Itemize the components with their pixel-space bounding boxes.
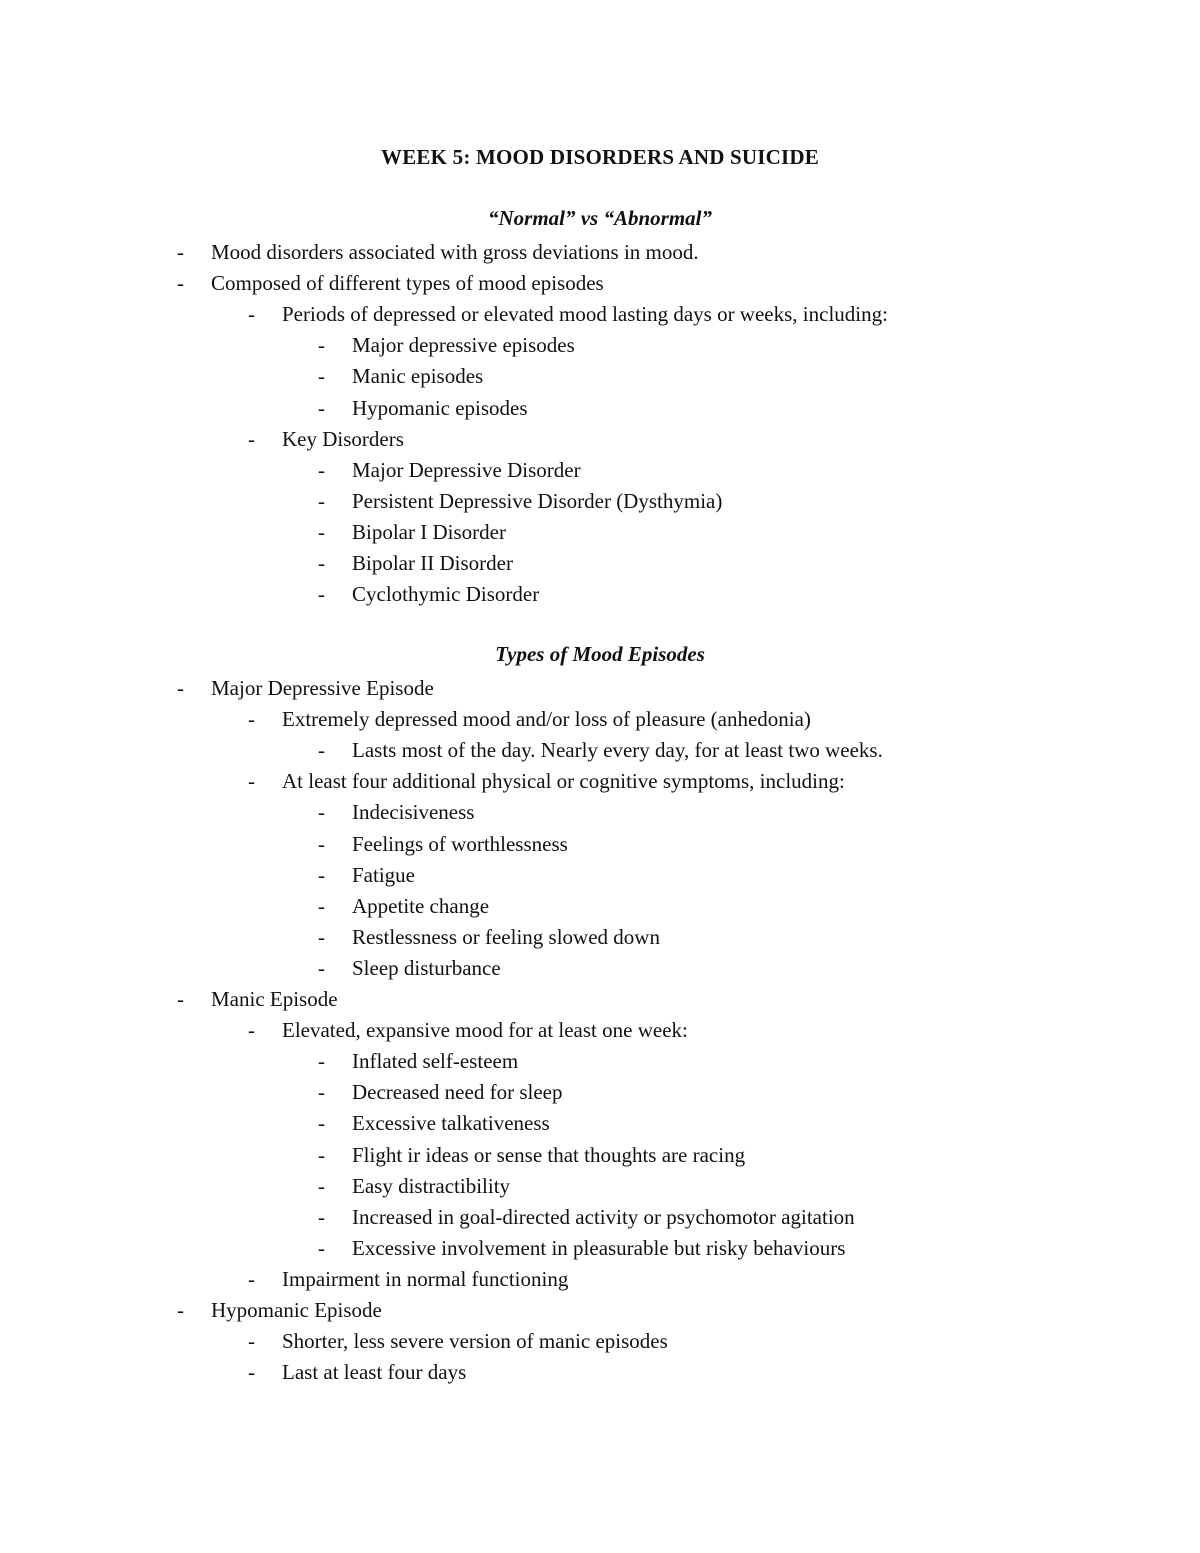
bullet-dash: - <box>318 520 325 544</box>
list-item-text: Major Depressive Disorder <box>352 458 581 482</box>
list-item-level-3 <box>0 735 1200 766</box>
list-item-text: Lasts most of the day. Nearly every day, for at least two weeks. <box>352 738 883 762</box>
list-item-level-3 <box>0 891 1200 922</box>
list-item-level-3 <box>0 455 1200 486</box>
bullet-dash: - <box>318 458 325 482</box>
list-item-text: Bipolar I Disorder <box>352 520 506 544</box>
list-item-text: Easy distractibility <box>352 1174 511 1198</box>
list-item-level-3 <box>0 1233 1200 1264</box>
list-item-text: Excessive involvement in pleasurable but risky behaviours <box>352 1236 846 1260</box>
bullet-dash: - <box>318 1236 325 1260</box>
bullet-dash: - <box>318 863 325 887</box>
list-item-level-2 <box>0 1357 1200 1388</box>
bullet-dash: - <box>318 1143 325 1167</box>
list-item-level-3 <box>0 1140 1200 1171</box>
list-item-text: Composed of different types of mood episodes <box>211 271 604 295</box>
list-item-text: Cyclothymic Disorder <box>352 582 540 606</box>
list-item-level-3 <box>0 579 1200 610</box>
bullet-dash: - <box>318 364 325 388</box>
bullet-dash: - <box>248 302 255 326</box>
list-item-text: Appetite change <box>352 894 490 918</box>
bullet-dash: - <box>318 489 325 513</box>
list-item-level-3 <box>0 361 1200 392</box>
bullet-dash: - <box>248 1329 255 1353</box>
list-item-text: Fatigue <box>352 863 415 887</box>
bullet-dash: - <box>318 1174 325 1198</box>
list-item-level-1 <box>0 1295 1200 1326</box>
list-item-text: Decreased need for sleep <box>352 1080 563 1104</box>
list-item-level-2 <box>0 1264 1200 1295</box>
list-item-text: Increased in goal-directed activity or psychomotor agitation <box>352 1205 855 1229</box>
bullet-dash: - <box>318 925 325 949</box>
bullet-dash: - <box>248 427 255 451</box>
document-title: WEEK 5: MOOD DISORDERS AND SUICIDE <box>381 145 819 169</box>
bullet-dash: - <box>177 271 184 295</box>
list-item-text: Elevated, expansive mood for at least one week: <box>282 1018 688 1042</box>
bullet-dash: - <box>248 1018 255 1042</box>
list-item-level-1 <box>0 673 1200 704</box>
bullet-dash: - <box>318 551 325 575</box>
list-item-text: Excessive talkativeness <box>352 1111 550 1135</box>
section-heading: “Normal” vs “Abnormal” <box>487 206 713 230</box>
bullet-dash: - <box>177 1298 184 1322</box>
list-item-level-2 <box>0 704 1200 735</box>
bullet-dash: - <box>248 707 255 731</box>
list-item-text: Bipolar II Disorder <box>352 551 513 575</box>
bullet-dash: - <box>318 956 325 980</box>
list-item-level-3 <box>0 1202 1200 1233</box>
list-item-level-3 <box>0 797 1200 828</box>
list-item-level-3 <box>0 829 1200 860</box>
list-item-level-3 <box>0 486 1200 517</box>
list-item-level-3 <box>0 393 1200 424</box>
list-item-text: Feelings of worthlessness <box>352 832 568 856</box>
list-item-text: Hypomanic Episode <box>211 1298 382 1322</box>
list-item-text: Key Disorders <box>282 427 404 451</box>
bullet-dash: - <box>248 769 255 793</box>
bullet-dash: - <box>248 1267 255 1291</box>
list-item-level-2 <box>0 1326 1200 1357</box>
list-item-text: Manic Episode <box>211 987 338 1011</box>
list-item-text: At least four additional physical or cognitive symptoms, including: <box>282 769 845 793</box>
list-item-level-1 <box>0 268 1200 299</box>
list-item-text: Impairment in normal functioning <box>282 1267 569 1291</box>
list-item-level-3 <box>0 330 1200 361</box>
list-item-level-3 <box>0 953 1200 984</box>
bullet-dash: - <box>318 1049 325 1073</box>
list-item-text: Mood disorders associated with gross deviations in mood. <box>211 240 699 264</box>
bullet-dash: - <box>248 1360 255 1384</box>
list-item-level-2 <box>0 766 1200 797</box>
list-item-level-2 <box>0 424 1200 455</box>
bullet-dash: - <box>177 987 184 1011</box>
section-heading: Types of Mood Episodes <box>495 642 705 666</box>
list-item-text: Periods of depressed or elevated mood lasting days or weeks, including: <box>282 302 888 326</box>
list-item-text: Hypomanic episodes <box>352 396 528 420</box>
list-item-text: Major Depressive Episode <box>211 676 434 700</box>
bullet-dash: - <box>318 800 325 824</box>
list-item-text: Major depressive episodes <box>352 333 575 357</box>
bullet-dash: - <box>318 738 325 762</box>
list-item-level-3 <box>0 548 1200 579</box>
list-item-level-3 <box>0 1171 1200 1202</box>
list-item-level-1 <box>0 237 1200 268</box>
bullet-dash: - <box>318 894 325 918</box>
bullet-dash: - <box>318 582 325 606</box>
list-item-text: Indecisiveness <box>352 800 475 824</box>
list-item-level-3 <box>0 860 1200 891</box>
list-item-level-3 <box>0 1108 1200 1139</box>
list-item-level-1 <box>0 984 1200 1015</box>
list-item-text: Persistent Depressive Disorder (Dysthymia) <box>352 489 723 513</box>
bullet-dash: - <box>318 396 325 420</box>
bullet-dash: - <box>318 1111 325 1135</box>
bullet-dash: - <box>177 676 184 700</box>
list-item-text: Flight ir ideas or sense that thoughts are racing <box>352 1143 746 1167</box>
list-item-level-3 <box>0 922 1200 953</box>
list-item-text: Manic episodes <box>352 364 484 388</box>
list-item-level-2 <box>0 299 1200 330</box>
list-item-text: Inflated self-esteem <box>352 1049 519 1073</box>
list-item-text: Shorter, less severe version of manic episodes <box>282 1329 668 1353</box>
list-item-level-3 <box>0 1046 1200 1077</box>
list-item-level-3 <box>0 517 1200 548</box>
bullet-dash: - <box>318 333 325 357</box>
list-item-level-2 <box>0 1015 1200 1046</box>
bullet-dash: - <box>318 1205 325 1229</box>
bullet-dash: - <box>177 240 184 264</box>
list-item-level-3 <box>0 1077 1200 1108</box>
bullet-dash: - <box>318 832 325 856</box>
list-item-text: Restlessness or feeling slowed down <box>352 925 660 949</box>
bullet-dash: - <box>318 1080 325 1104</box>
list-item-text: Sleep disturbance <box>352 956 501 980</box>
list-item-text: Extremely depressed mood and/or loss of pleasure (anhedonia) <box>282 707 811 731</box>
list-item-text: Last at least four days <box>282 1360 467 1384</box>
